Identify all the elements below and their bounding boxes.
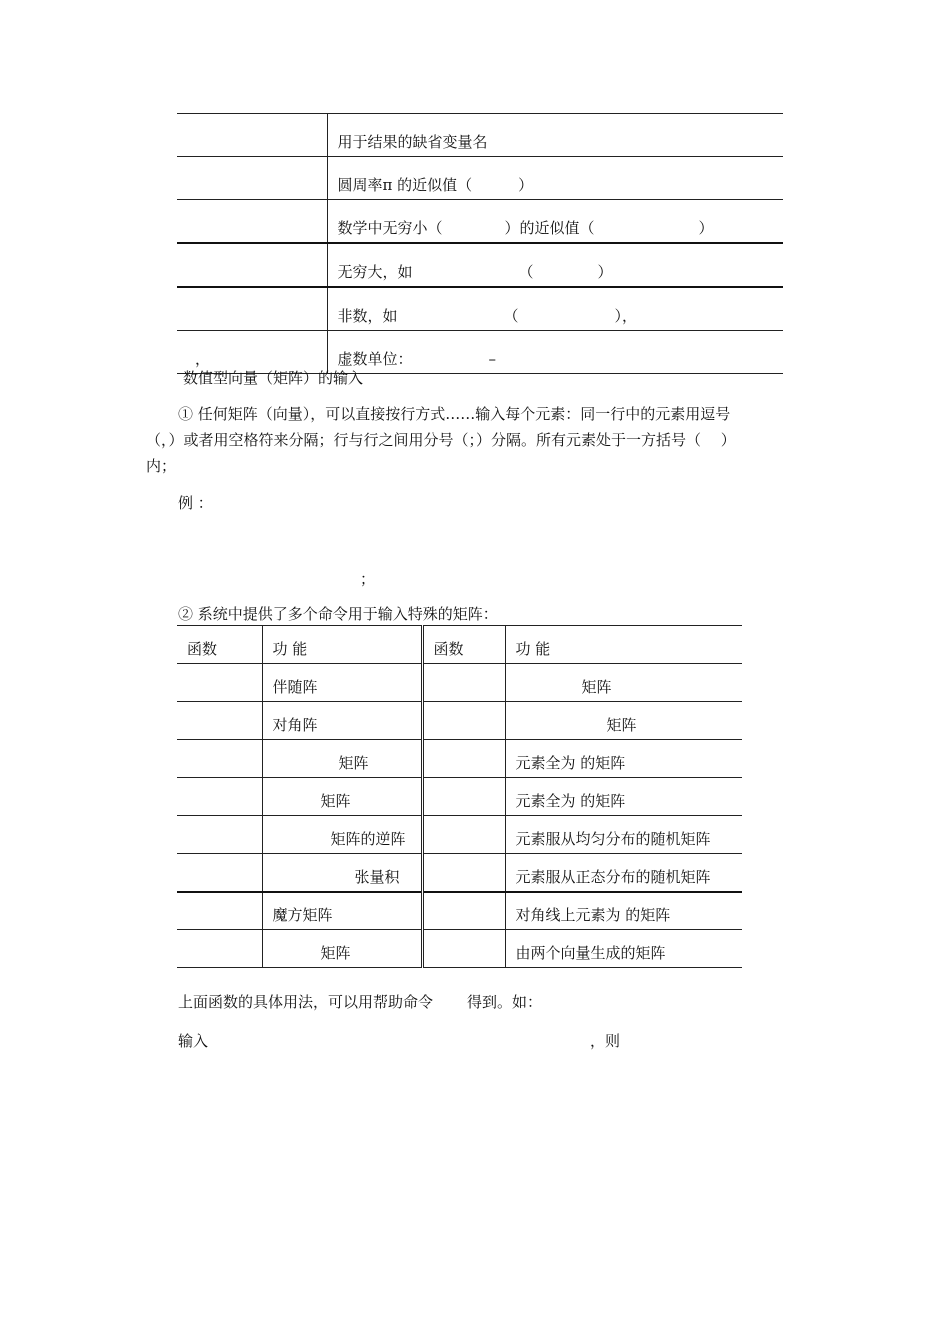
table-row <box>177 778 742 816</box>
function-cell <box>422 778 505 816</box>
constant-name-cell <box>177 287 327 331</box>
paragraph-line: 内； <box>146 457 177 475</box>
paragraph-line: ① 任何矩阵（向量），可以直接按行方式……输入每个元素：同一行中的元素用逗号 <box>178 405 731 423</box>
function-cell <box>422 816 505 854</box>
feature-cell: 由两个向量生成的矩阵 <box>515 944 666 962</box>
constant-desc-cell: 用于结果的缺省变量名 <box>337 133 488 151</box>
table-row <box>177 287 783 331</box>
table-row <box>177 157 783 200</box>
table-header-row <box>177 626 742 664</box>
feature-cell: 元素全为 的矩阵 <box>515 754 626 772</box>
constant-desc-cell: 数学中无穷小（ ）的近似值（ ） <box>337 219 714 237</box>
constant-desc-cell: 无穷大，如 （ ） <box>337 263 613 281</box>
feature-cell: 矩阵的逆阵 <box>262 816 422 854</box>
constant-name-cell <box>177 243 327 287</box>
function-cell <box>177 816 262 854</box>
constant-desc-cell: 虚数单位： – <box>337 350 497 368</box>
feature-cell: 元素全为 的矩阵 <box>515 792 626 810</box>
table-row <box>177 243 783 287</box>
function-cell <box>177 664 262 702</box>
function-cell <box>177 778 262 816</box>
table-row <box>177 740 742 778</box>
table-row <box>177 331 783 374</box>
table-row <box>177 854 742 892</box>
feature-cell: 矩阵 <box>262 930 422 968</box>
function-cell <box>177 740 262 778</box>
constant-name-cell <box>177 157 327 200</box>
function-cell <box>177 702 262 740</box>
feature-cell: 矩阵 <box>606 716 637 734</box>
header-function: 函数 <box>422 626 505 664</box>
table-row <box>177 114 783 157</box>
feature-cell: 张量积 <box>262 854 422 892</box>
constant-desc-cell: 圆周率π 的近似值（ ） <box>337 176 534 194</box>
function-cell <box>422 740 505 778</box>
function-cell <box>422 892 505 930</box>
paragraph-line: （，）或者用空格符来分隔；行与行之间用分号（；）分隔。所有元素处于一方括号（ ） <box>146 431 736 449</box>
function-cell <box>422 702 505 740</box>
feature-cell: 矩阵 <box>262 740 422 778</box>
input-then: ，则 <box>590 1032 621 1050</box>
function-cell <box>422 854 505 892</box>
section-title: 数值型向量（矩阵）的输入 <box>183 369 364 387</box>
constant-desc-cell: 非数，如 （ ）， <box>337 307 638 325</box>
table-row <box>177 930 742 968</box>
function-cell <box>422 664 505 702</box>
input-label: 输入 <box>178 1032 209 1050</box>
function-cell <box>177 854 262 892</box>
table-row <box>177 702 742 740</box>
function-cell <box>422 930 505 968</box>
header-function: 函数 <box>177 626 262 664</box>
function-cell <box>177 930 262 968</box>
paragraph-line: ② 系统中提供了多个命令用于输入特殊的矩阵： <box>178 605 498 623</box>
help-line: 上面函数的具体用法，可以用帮助命令 得到。如： <box>178 993 543 1011</box>
constant-name-cell <box>177 200 327 244</box>
feature-cell: 元素服从正态分布的随机矩阵 <box>515 867 711 886</box>
feature-cell: 元素服从均匀分布的随机矩阵 <box>515 830 711 848</box>
feature-cell: 伴随阵 <box>262 664 422 702</box>
header-feature: 功 能 <box>262 626 422 664</box>
feature-cell: 矩阵 <box>262 778 422 816</box>
feature-cell: 矩阵 <box>581 678 612 696</box>
table-row <box>177 200 783 244</box>
special-matrix-table <box>177 625 742 968</box>
constants-table <box>177 113 783 374</box>
feature-cell: 魔方矩阵 <box>262 892 422 930</box>
example-label: 例 ： <box>178 494 213 512</box>
example-semicolon: ； <box>360 570 376 588</box>
function-cell <box>177 892 262 930</box>
table-row <box>177 892 742 930</box>
feature-cell: 对角线上元素为 的矩阵 <box>515 906 671 924</box>
feature-cell: 对角阵 <box>262 702 422 740</box>
constant-name-cell: ， <box>177 331 327 374</box>
table-row <box>177 816 742 854</box>
constant-name-cell <box>177 114 327 157</box>
table-row <box>177 664 742 702</box>
header-feature: 功 能 <box>515 640 551 658</box>
